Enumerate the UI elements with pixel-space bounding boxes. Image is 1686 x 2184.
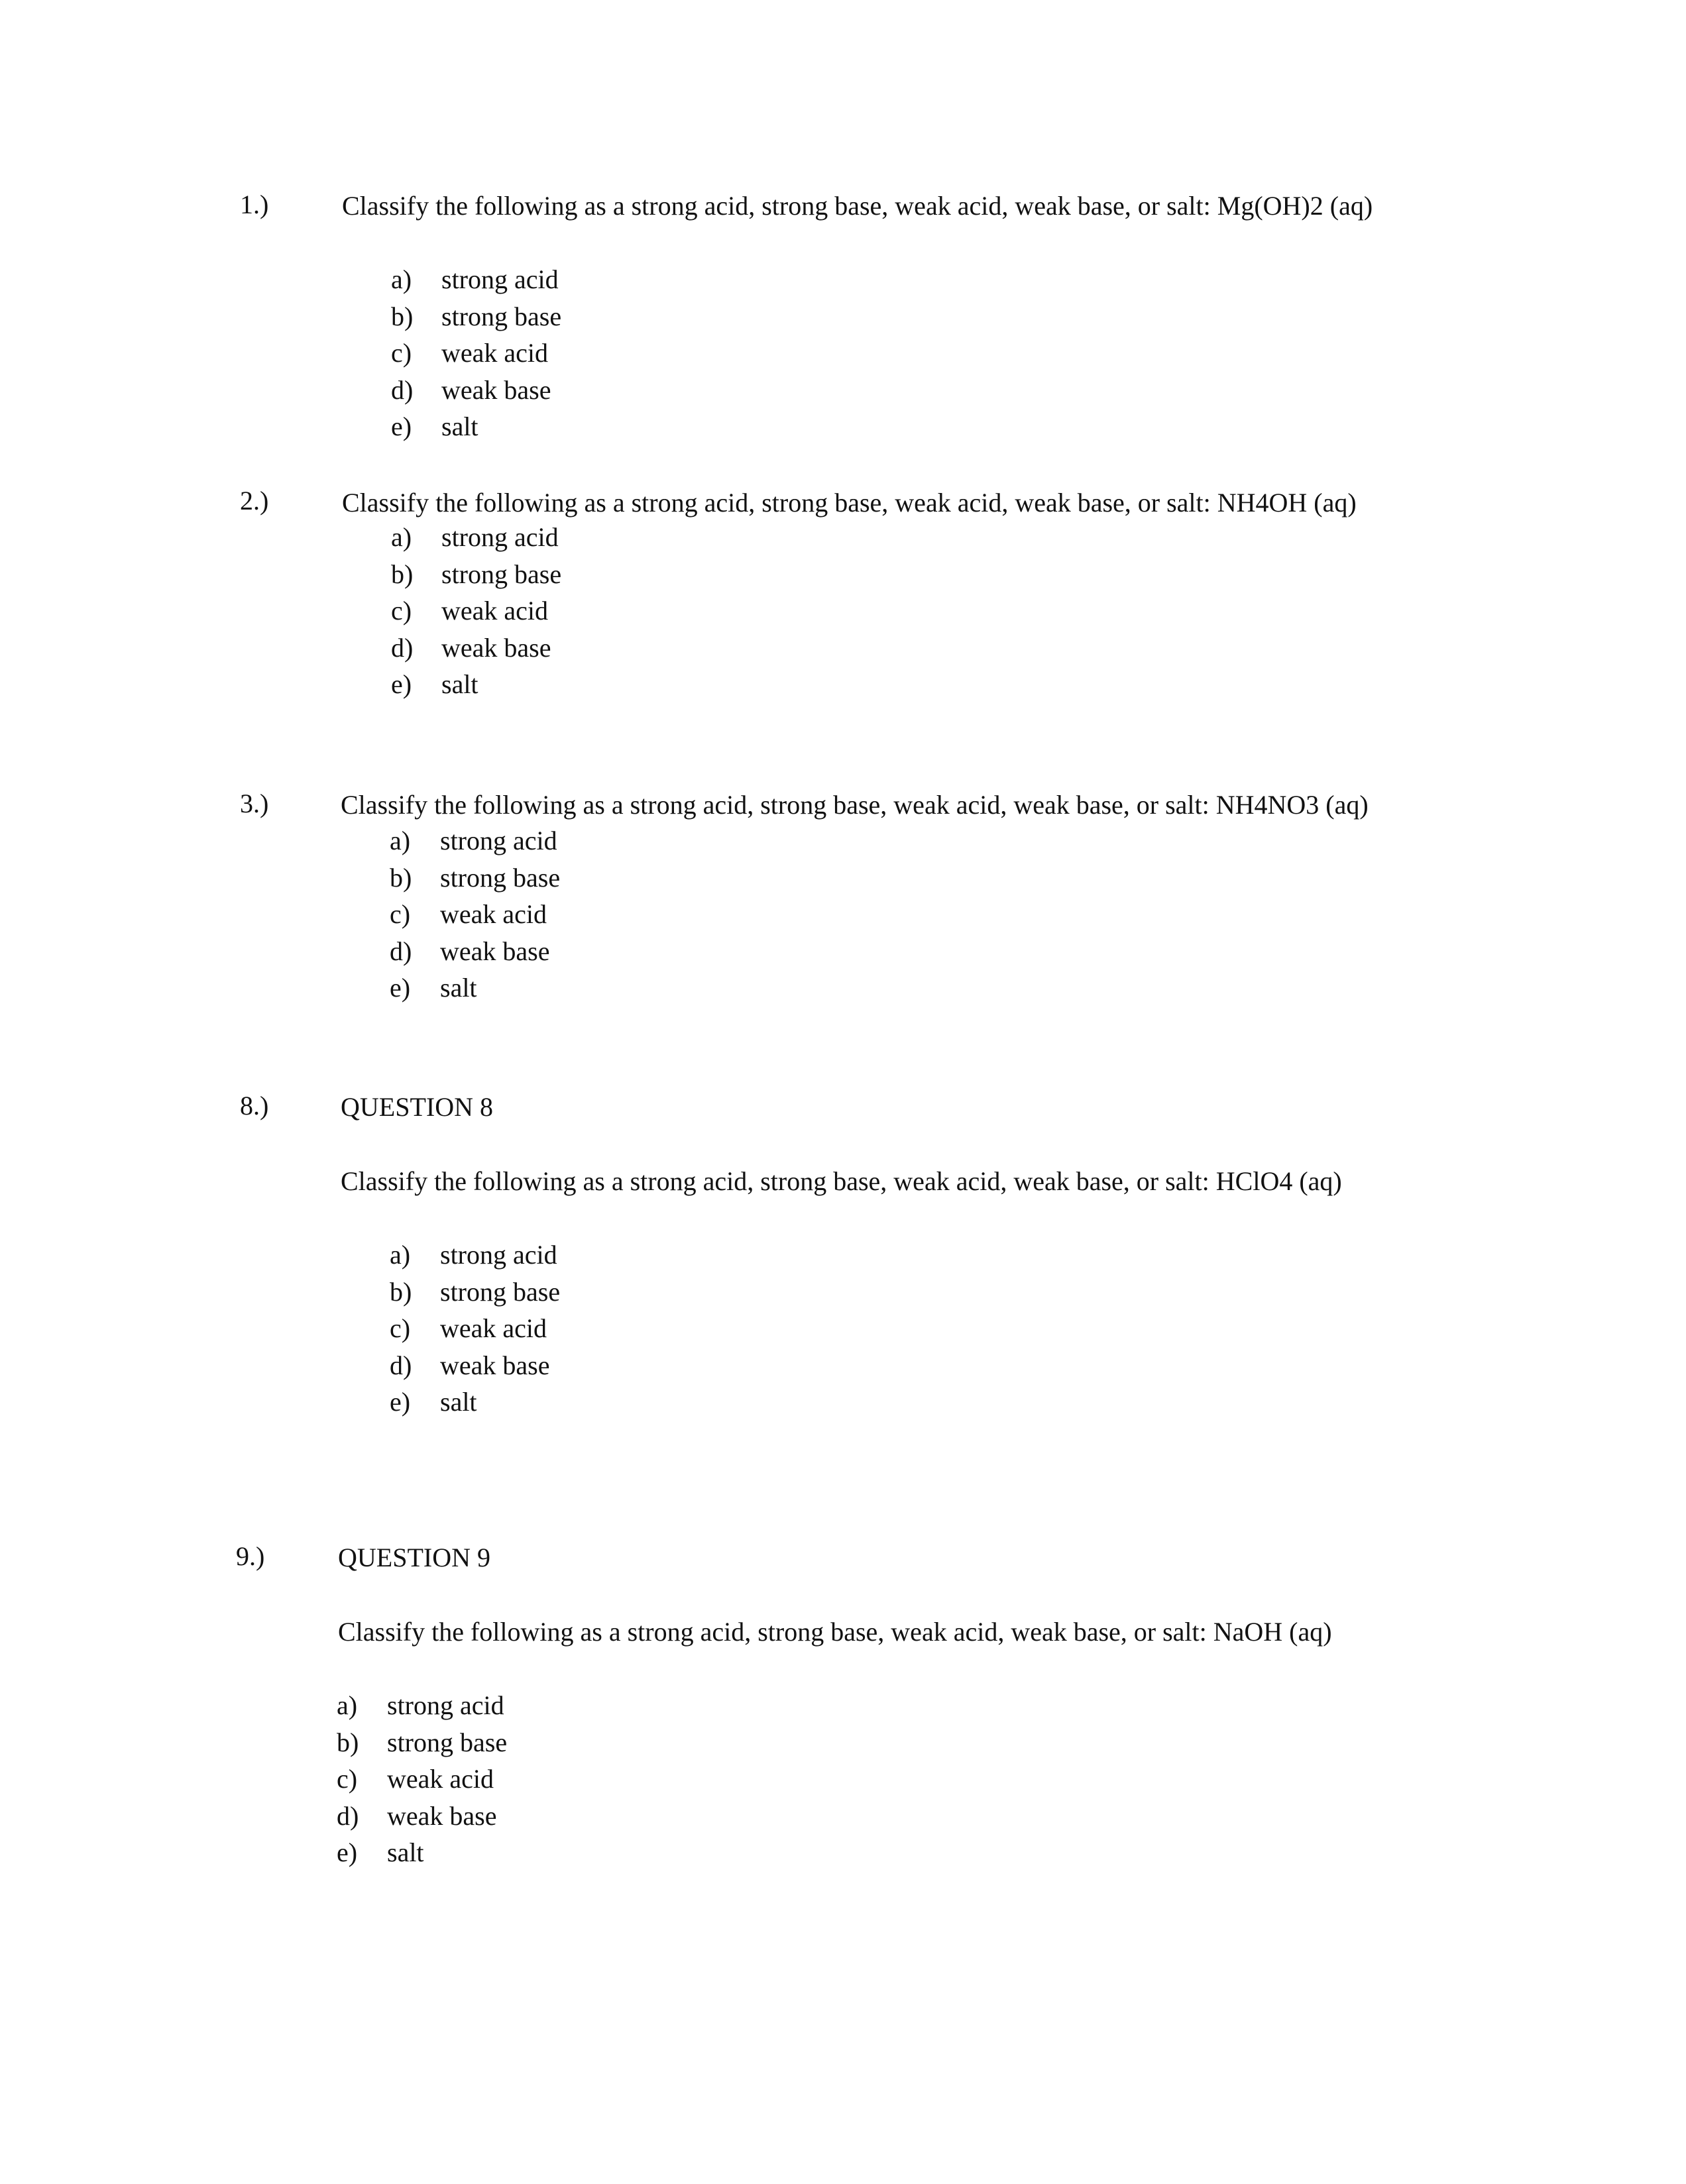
answer-option-d[interactable] [391,629,561,667]
answer-option-d[interactable] [337,1798,507,1835]
option-label: salt [441,411,478,441]
answer-option-c[interactable] [391,592,561,629]
option-label: weak base [441,632,551,663]
answer-option-b[interactable] [337,1724,507,1761]
answer-option-e[interactable] [390,1384,560,1421]
answer-option-a[interactable] [337,1687,507,1724]
option-letter: c) [391,596,412,626]
question-text: Classify the following as a strong acid, strong base, weak acid, weak base, or salt: NH4OH (aq) [342,488,1357,518]
option-label: strong base [441,301,562,331]
option-letter: a) [337,1690,358,1720]
option-label: weak acid [440,1313,547,1343]
question-number: 9.) [236,1541,265,1571]
answer-option-e[interactable] [390,969,560,1007]
option-label: salt [387,1837,424,1867]
answer-options [391,261,561,445]
answer-option-a[interactable] [391,519,561,556]
question-text: Classify the following as a strong acid, strong base, weak acid, weak base, or salt: NaOH (aq) [338,1617,1332,1647]
answer-options [390,1236,560,1421]
answer-option-b[interactable] [390,1274,560,1311]
option-letter: b) [390,1276,412,1307]
answer-option-c[interactable] [390,896,560,933]
question-heading: QUESTION 8 [341,1092,493,1122]
answer-option-b[interactable] [391,556,561,593]
option-label: salt [440,973,477,1003]
option-label: strong base [440,862,561,893]
option-label: strong base [387,1727,508,1757]
option-letter: d) [390,936,412,966]
answer-option-c[interactable] [337,1761,507,1798]
option-letter: e) [390,973,411,1003]
answer-option-a[interactable] [390,822,560,859]
question-text: Classify the following as a strong acid, strong base, weak acid, weak base, or salt: Mg(OH)2 (aq) [342,191,1373,221]
option-letter: c) [337,1764,358,1794]
option-letter: d) [391,374,414,405]
option-label: strong acid [441,522,559,552]
answer-option-d[interactable] [390,1347,560,1384]
option-letter: a) [390,1240,411,1270]
question-text: Classify the following as a strong acid, strong base, weak acid, weak base, or salt: NH4NO3 (aq) [341,790,1369,820]
question-text: Classify the following as a strong acid, strong base, weak acid, weak base, or salt: HClO4 (aq) [341,1166,1342,1196]
option-label: strong acid [441,264,559,294]
option-letter: a) [391,264,412,294]
answer-option-b[interactable] [391,298,561,335]
option-label: strong acid [440,1240,557,1270]
answer-options [337,1687,507,1871]
answer-option-a[interactable] [390,1236,560,1274]
option-letter: d) [390,1350,412,1380]
answer-option-e[interactable] [391,666,561,703]
option-letter: e) [390,1387,411,1417]
option-letter: b) [337,1727,359,1757]
option-label: weak base [440,1350,550,1380]
option-label: strong base [440,1276,561,1307]
option-letter: c) [390,1313,411,1343]
option-label: weak base [387,1800,497,1831]
option-letter: e) [337,1837,358,1867]
question-number: 8.) [240,1091,269,1120]
option-label: weak base [440,936,550,966]
question-number: 3.) [240,789,269,818]
option-letter: d) [391,632,414,663]
question-number: 1.) [240,190,269,219]
option-letter: b) [391,301,414,331]
question-number: 2.) [240,486,269,516]
answer-option-d[interactable] [390,933,560,970]
option-letter: b) [391,559,414,589]
option-label: strong acid [387,1690,504,1720]
option-letter: a) [391,522,412,552]
option-letter: e) [391,669,412,699]
question-heading: QUESTION 9 [338,1543,490,1572]
option-label: salt [440,1387,477,1417]
option-label: strong acid [440,826,557,855]
option-label: strong base [441,559,562,589]
option-label: salt [441,669,478,699]
option-label: weak base [441,374,551,405]
answer-options [390,822,560,1007]
answer-option-b[interactable] [390,859,560,897]
option-letter: e) [391,411,412,441]
answer-option-a[interactable] [391,261,561,298]
answer-option-e[interactable] [337,1834,507,1871]
option-letter: c) [390,899,411,929]
answer-option-e[interactable] [391,408,561,445]
answer-options [391,519,561,703]
option-letter: a) [390,826,411,855]
option-label: weak acid [387,1764,494,1794]
option-label: weak acid [441,596,549,626]
option-letter: d) [337,1800,359,1831]
option-label: weak acid [440,899,547,929]
option-letter: c) [391,338,412,368]
option-letter: b) [390,862,412,893]
answer-option-d[interactable] [391,372,561,409]
option-label: weak acid [441,338,549,368]
answer-option-c[interactable] [391,335,561,372]
answer-option-c[interactable] [390,1310,560,1347]
